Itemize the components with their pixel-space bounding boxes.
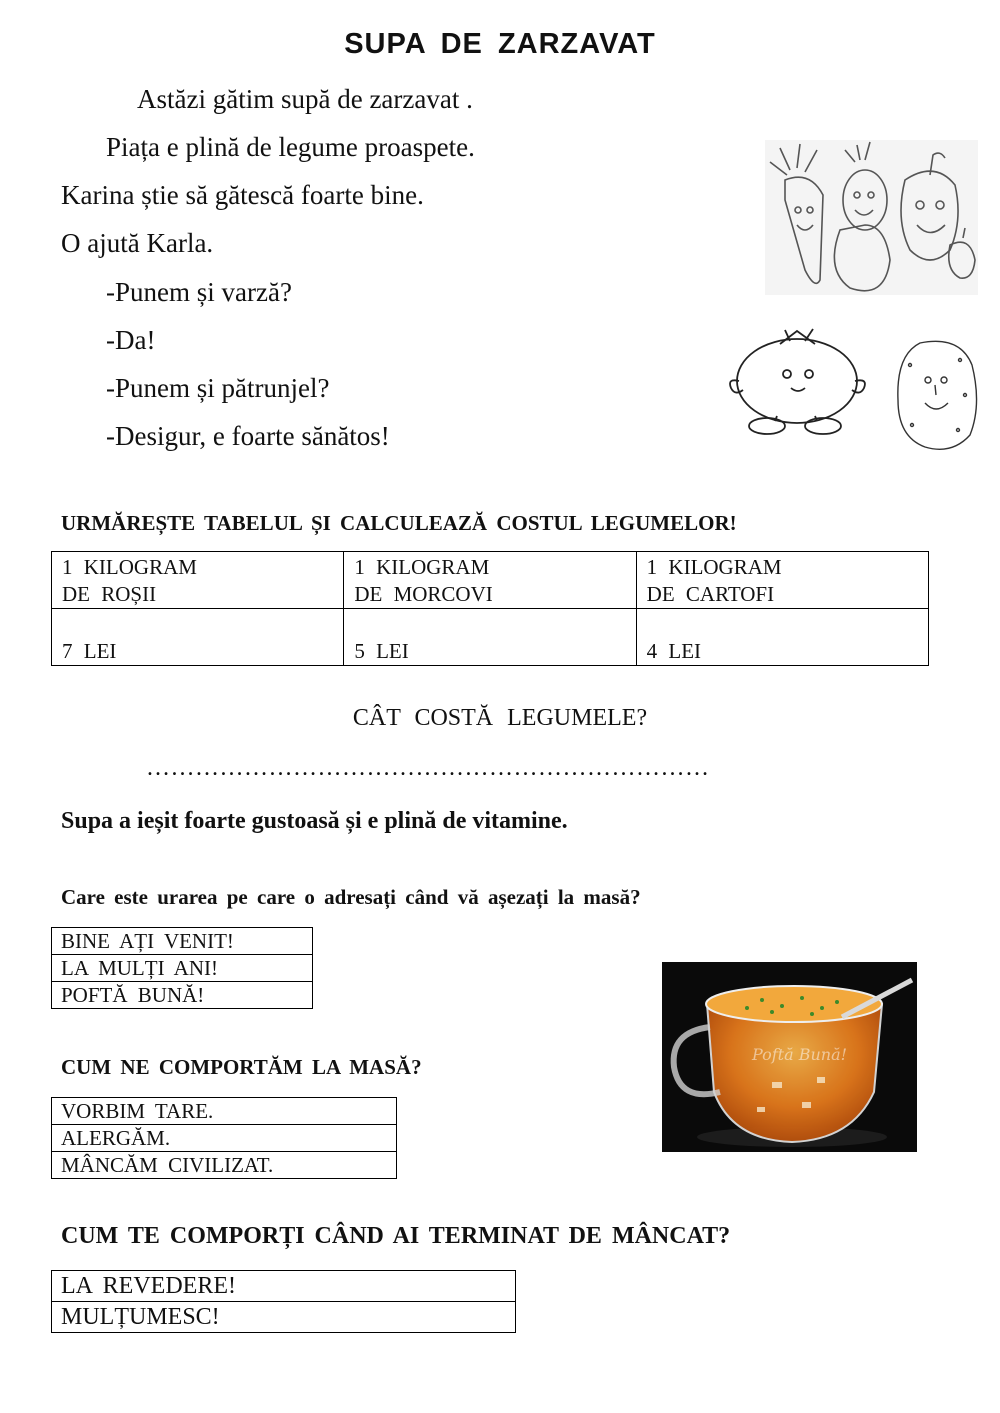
price-table-cell [52,552,344,609]
greeting-option[interactable]: LA MULȚI ANI! [52,955,313,982]
greeting-option[interactable]: BINE AȚI VENIT! [52,928,313,955]
product-quantity: 1 KILOGRAM [354,555,490,579]
table-heading: URMĂREȘTE TABELUL ȘI CALCULEAZĂ COSTUL LEGUMELOR! [61,511,737,535]
greeting-option[interactable]: POFTĂ BUNĂ! [52,982,313,1009]
cost-question: CÂT COSTĂ LEGUMELE? [352,705,648,731]
greeting-options-table [51,927,313,1009]
behavior-options-table [51,1097,397,1179]
product-name: DE MORCOVI [354,582,493,606]
potato-drawing [890,335,980,455]
product-name: DE ROȘII [62,582,157,606]
dialogue-line-1: -Punem și varză? [106,277,292,307]
vegetables-drawing [765,140,978,295]
answer-line[interactable]: …………………………………………………………… [146,755,710,781]
greeting-question: Care este urarea pe care o adresați când vă așezați la masă? [61,885,641,909]
soup-cup-photo [662,962,917,1152]
worksheet-title: SUPA DE ZARZAVAT [344,28,656,60]
behavior-option[interactable]: ALERGĂM. [52,1125,397,1152]
product-name: DE CARTOFI [646,582,775,606]
product-quantity: 1 KILOGRAM [62,555,197,579]
photo-watermark: Poftă Bună! [752,1045,848,1064]
dialogue-line-4: -Desigur, e foarte sănătos! [106,421,390,451]
behavior-question: CUM NE COMPORTĂM LA MASĂ? [61,1055,422,1079]
story-line-3: Karina știe să gătescă foarte bine. [61,180,424,210]
product-quantity: 1 KILOGRAM [646,555,782,579]
finish-question: CUM TE COMPORȚI CÂND AI TERMINAT DE MÂNCAT? [61,1223,731,1249]
soup-sentence: Supa a ieșit foarte gustoasă și e plină de vitamine. [61,808,568,834]
finish-option[interactable]: LA REVEDERE! [52,1271,516,1302]
finish-option[interactable]: MULȚUMESC! [52,1302,516,1333]
price-cell-tomatoes: 7 LEI [52,609,344,666]
dialogue-line-3: -Punem și pătrunjel? [106,373,330,403]
price-cell-carrots: 5 LEI [344,609,636,666]
dialogue-line-2: -Da! [106,325,156,355]
price-table-cell [344,552,636,609]
price-cell-potatoes: 4 LEI [636,609,928,666]
finish-options-table [51,1270,516,1333]
behavior-option[interactable]: MÂNCĂM CIVILIZAT. [52,1152,397,1179]
story-line-1: Astăzi gătim supă de zarzavat . [137,84,473,114]
behavior-option[interactable]: VORBIM TARE. [52,1098,397,1125]
price-table [51,551,929,666]
price-table-cell [636,552,928,609]
tomato-drawing [725,326,870,438]
story-line-4: O ajută Karla. [61,228,214,258]
story-line-2: Piața e plină de legume proaspete. [106,132,475,162]
